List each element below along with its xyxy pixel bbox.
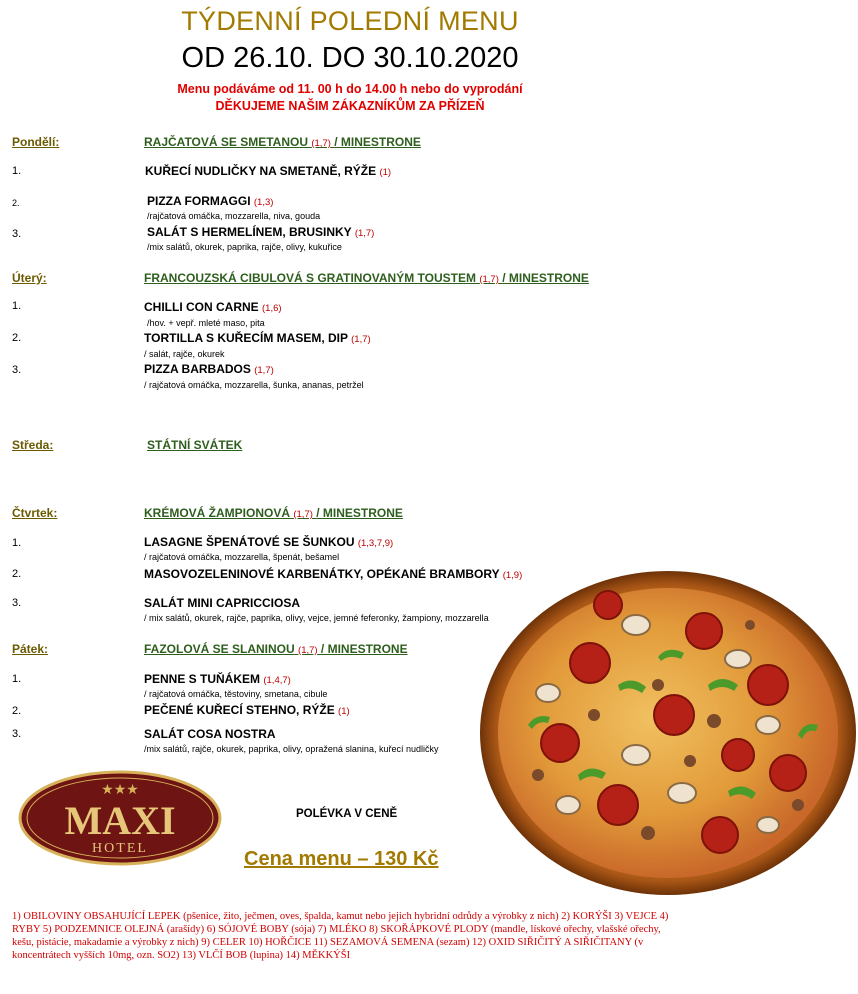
dish-description: / rajčatová omáčka, mozzarella, šunka, ananas, petržel xyxy=(144,380,364,390)
dish-name: LASAGNE ŠPENÁTOVÉ SE ŠUNKOU (1,3,7,9) xyxy=(144,535,394,549)
item-number: 3. xyxy=(12,728,22,740)
logo-brand: MAXI xyxy=(64,798,176,843)
logo-stars: ★★★ xyxy=(101,782,139,798)
menu-price: Cena menu – 130 Kč xyxy=(244,848,439,870)
holiday-note: STÁTNÍ SVÁTEK xyxy=(147,438,243,452)
dish-description: / rajčatová omáčka, těstoviny, smetana, cibule xyxy=(144,689,328,699)
item-number: 2. xyxy=(12,198,20,208)
item-number: 1. xyxy=(12,300,22,312)
item-number: 1. xyxy=(12,673,22,685)
dish-name: TORTILLA S KUŘECÍM MASEM, DIP (1,7) xyxy=(144,331,371,345)
item-number: 3. xyxy=(12,228,22,240)
soup-friday: FAZOLOVÁ SE SLANINOU (1,7) / MINESTRONE xyxy=(144,642,408,656)
dish-name: SALÁT S HERMELÍNEM, BRUSINKY (1,7) xyxy=(147,225,375,239)
allergens-legend: 1) OBILOVINY OBSAHUJÍCÍ LEPEK (pšenice, žito, ječmen, oves, špalda, kamut nebo jejich hybridní odrůdy a výrobky z nich) 2) KORÝŠI 3) VEJCE 4) RYBY 5) PODZEMNICE OLEJNÁ (arašídy) 6) SÓJOVÉ BOBY (sója) 7) MLÉKO 8) SKOŘÁPKOVÉ PLODY (mandle, lískové ořechy, vlašské ořechy, kešu, pistácie, makadamie a výrobky z nich) 9) CELER 10) HOŘČICE 11) SEZAMOVÁ SEMENA (sezam) 12) OXID SIŘIČITÝ A SIŘIČITANY (v koncentrátech vyšších 10mg, ozn. SO2) 13) VLČÍ BOB (lupina) 14) MĚKKÝŠI xyxy=(12,911,669,961)
day-label-wednesday: Středa: xyxy=(12,438,54,452)
dish-name: PENNE S TUŇÁKEM (1,4,7) xyxy=(144,672,291,686)
pizza-image xyxy=(468,565,858,895)
dish-name: CHILLI CON CARNE (1,6) xyxy=(144,300,282,314)
day-label-thursday: Čtvrtek: xyxy=(12,506,58,520)
serving-hours-note: Menu podáváme od 11. 00 h do 14.00 h nebo do vyprodání xyxy=(177,82,523,96)
menu-dates: OD 26.10. DO 30.10.2020 xyxy=(181,42,519,74)
dish-description: / mix salátů, okurek, rajče, paprika, olivy, vejce, jemné feferonky, žampiony, mozzarella xyxy=(144,613,489,623)
dish-name: SALÁT COSA NOSTRA xyxy=(144,727,276,741)
dish-description: /mix salátů, okurek, paprika, rajče, olivy, kukuřice xyxy=(147,242,342,252)
item-number: 1. xyxy=(12,165,22,177)
item-number: 2. xyxy=(12,705,22,717)
dish-description: /rajčatová omáčka, mozzarella, niva, gouda xyxy=(147,211,321,221)
item-number: 2. xyxy=(12,332,22,344)
dish-description: /hov. + vepř. mleté maso, pita xyxy=(147,318,265,328)
soup-thursday: KRÉMOVÁ ŽAMPIONOVÁ (1,7) / MINESTRONE xyxy=(144,506,403,520)
logo-sub: HOTEL xyxy=(92,841,148,856)
maxi-hotel-logo xyxy=(18,770,222,866)
soup-included-note: POLÉVKA V CENĚ xyxy=(296,808,398,820)
day-label-tuesday: Úterý: xyxy=(12,271,47,285)
soup-tuesday: FRANCOUZSKÁ CIBULOVÁ S GRATINOVANÝM TOUSTEM (1,7) / MINESTRONE xyxy=(144,271,589,285)
item-number: 2. xyxy=(12,568,22,580)
dish-description: /mix salátů, rajče, okurek, paprika, olivy, opražená slanina, kuřecí nudličky xyxy=(144,744,439,754)
soup-monday: RAJČATOVÁ SE SMETANOU (1,7) / MINESTRONE xyxy=(144,135,421,149)
day-label-monday: Pondělí: xyxy=(12,135,60,149)
menu-title: TÝDENNÍ POLEDNÍ MENU xyxy=(181,6,519,36)
item-number: 3. xyxy=(12,597,22,609)
item-number: 3. xyxy=(12,364,22,376)
dish-name: MASOVOZELENINOVÉ KARBENÁTKY, OPÉKANÉ BRAMBORY (1,9) xyxy=(144,567,523,581)
dish-name: PIZZA FORMAGGI (1,3) xyxy=(147,194,274,208)
thanks-note: DĚKUJEME NAŠIM ZÁKAZNÍKŮM ZA PŘÍZEŇ xyxy=(215,99,485,113)
dish-name: KUŘECÍ NUDLIČKY NA SMETANĚ, RÝŽE (1) xyxy=(145,164,392,178)
day-label-friday: Pátek: xyxy=(12,642,49,656)
dish-name: SALÁT MINI CAPRICCIOSA xyxy=(144,596,300,610)
dish-name: PIZZA BARBADOS (1,7) xyxy=(144,362,274,376)
dish-description: / rajčatová omáčka, mozzarella, špenát, bešamel xyxy=(144,552,340,562)
item-number: 1. xyxy=(12,537,22,549)
dish-name: PEČENÉ KUŘECÍ STEHNO, RÝŽE (1) xyxy=(144,703,350,717)
dish-description: / salát, rajče, okurek xyxy=(144,349,225,359)
